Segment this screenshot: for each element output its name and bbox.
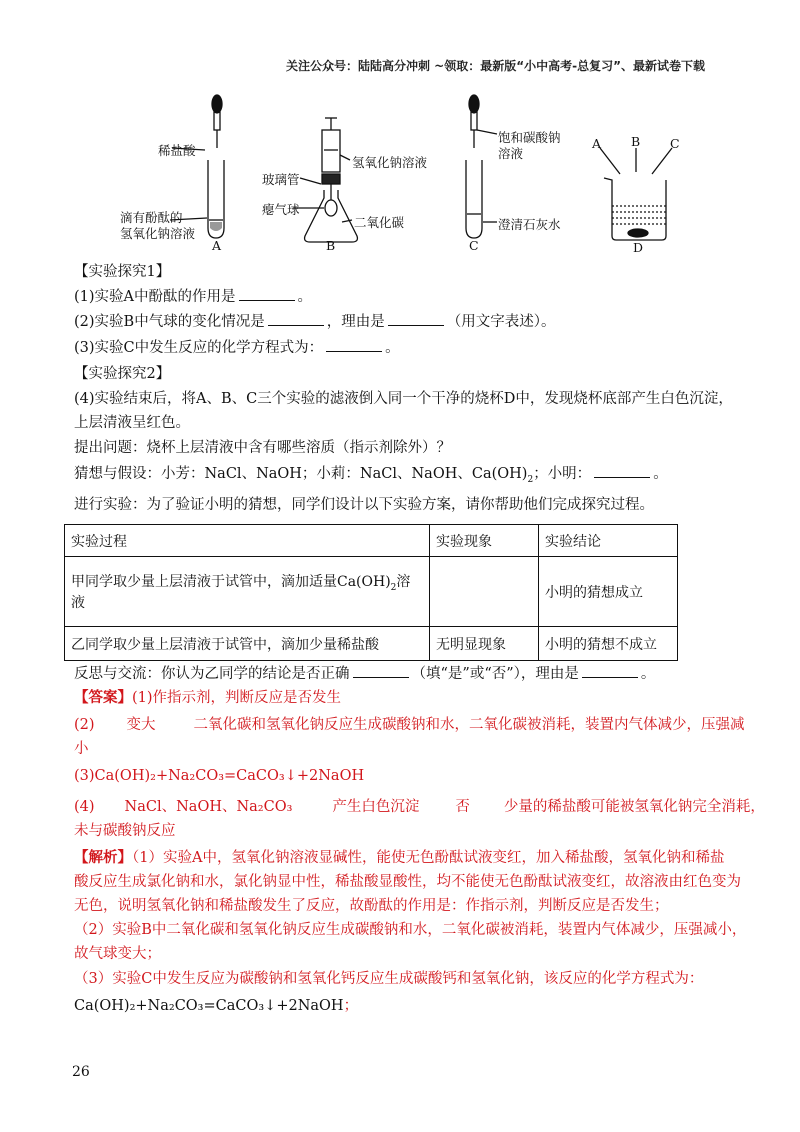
answer-3: (3)Ca(OH)₂+Na₂CO₃=CaCO₃↓+2NaOH [74, 768, 365, 784]
table-header: 实验过程 [65, 525, 430, 557]
table-cell: 乙同学取少量上层清液于试管中，滴加少量稀盐酸 [65, 627, 430, 661]
page-number: 26 [72, 1064, 90, 1080]
syringe-flask-b-icon [305, 118, 358, 242]
answer-2-cont: 小 [74, 741, 89, 757]
answer-blank[interactable] [326, 337, 382, 352]
label-co2: 二氧化碳 [354, 215, 405, 230]
answer-2: (2) 变大 二氧化碳和氢氧化钠反应生成碳酸钠和水，二氧化碳被消耗，装置内气体减少，压强减 [74, 717, 745, 733]
question-1: (1)实验A中酚酞的作用是 。 [74, 285, 312, 309]
raise-question: 提出问题：烧杯上层清液中含有哪些溶质（指示剂除外）？ [74, 440, 451, 456]
experiment-table [64, 524, 678, 661]
section-1-title: 【实验探究1】 [74, 264, 171, 280]
page-header: 关注公众号：陆陆高分冲刺 ~领取：最新版“小中高考-总复习”、最新试卷下载 [286, 59, 705, 73]
dropper-c-icon [469, 95, 479, 148]
dropper-a-icon [212, 95, 222, 148]
table-cell: 小明的猜想不成立 [539, 627, 678, 661]
label-a-content-1: 滴有酚酞的 [120, 210, 183, 225]
table-row [65, 557, 678, 627]
label-balloon: 瘪气球 [262, 202, 300, 217]
question-3: (3)实验C中发生反应的化学方程式为： 。 [74, 336, 400, 360]
answer-blank[interactable] [239, 286, 295, 301]
answer-blank[interactable] [582, 663, 638, 678]
table-header-row [65, 525, 678, 557]
label-limewater: 澄清石灰水 [498, 217, 561, 232]
label-na2co3-1: 饱和碳酸钠 [498, 130, 561, 145]
table-cell[interactable] [430, 557, 539, 627]
table-header: 实验现象 [430, 525, 539, 557]
analysis-6: （3）实验C中发生反应为碳酸钠和氢氧化钙反应生成碳酸钙和氢氧化钠，该反应的化学方程式为： [74, 971, 704, 987]
label-d-c: C [670, 136, 680, 151]
answer-blank[interactable] [353, 663, 409, 678]
table-row [65, 627, 678, 661]
label-dilute-hcl: 稀盐酸 [158, 143, 196, 158]
answer-blank[interactable] [388, 311, 444, 326]
answer-1: 【答案】(1)作指示剂，判断反应是否发生 [74, 689, 342, 706]
beaker-d-icon [600, 148, 672, 240]
table-cell: 小明的猜想成立 [539, 557, 678, 627]
experiment-intro: 进行实验：为了验证小明的猜想，同学们设计以下实验方案，请你帮助他们完成探究过程。 [74, 497, 654, 513]
analysis-7: Ca(OH)₂+Na₂CO₃=CaCO₃↓+2NaOH； [74, 998, 359, 1014]
label-naoh-solution: 氢氧化钠溶液 [352, 155, 428, 170]
label-d-a: A [592, 136, 602, 151]
analysis-2: 酸反应生成氯化钠和水，氯化钠显中性，稀盐酸显酸性，均不能使无色酚酞试液变红，故溶液由红色变为 [74, 874, 741, 890]
section-2-title: 【实验探究2】 [74, 366, 171, 382]
hypothesis: 猜想与假设：小芳：NaCl、NaOH；小莉：NaCl、NaOH、$Ca(OH)_2$；小明： 。 [74, 462, 668, 492]
question-4-line-1: (4)实验结束后，将A、B、C三个实验的滤液倒入同一个干净的烧杯D中，发现烧杯底部产生白色沉淀， [74, 391, 733, 407]
table-header: 实验结论 [539, 525, 678, 557]
label-d: D [633, 240, 644, 255]
question-4-line-2: 上层清液呈红色。 [74, 415, 190, 431]
label-d-b: B [631, 134, 641, 149]
question-2: (2)实验B中气球的变化情况是 ，理由是 （用文字表述）。 [74, 310, 555, 334]
answer-blank[interactable] [594, 463, 650, 478]
analysis-1: 【解析】（1）实验A中，氢氧化钠溶液显碱性，能使无色酚酞试液变红，加入稀盐酸，氢氧化钠和稀盐 [74, 849, 725, 866]
label-a: A [212, 238, 222, 253]
label-b: B [326, 238, 336, 253]
test-tube-c-icon [466, 160, 482, 238]
label-c: C [469, 238, 479, 253]
label-glass-tube: 玻璃管 [262, 172, 300, 187]
answer-4-cont: 未与碳酸钠反应 [74, 823, 176, 839]
answer-blank[interactable] [268, 311, 324, 326]
analysis-4: （2）实验B中二氧化碳和氢氧化钠反应生成碳酸钠和水，二氧化碳被消耗，装置内气体减少，压强减小， [74, 922, 747, 938]
test-tube-a-icon [208, 160, 224, 238]
label-a-content-2: 氢氧化钠溶液 [120, 226, 196, 241]
analysis-3: 无色，说明氢氧化钠和稀盐酸发生了反应，故酚酞的作用是：作指示剂，判断反应是否发生； [74, 898, 669, 914]
analysis-5: 故气球变大； [74, 946, 161, 962]
reflection: 反思与交流：你认为乙同学的结论是否正确 （填“是”或“否”），理由是 。 [74, 662, 655, 686]
label-na2co3-2: 溶液 [498, 146, 524, 161]
answer-4: (4) NaCl、NaOH、Na₂CO₃ 产生白色沉淀 否 少量的稀盐酸可能被氢氧化钠完全消耗， [74, 799, 765, 815]
table-cell: 无明显现象 [430, 627, 539, 661]
table-cell: 甲同学取少量上层清液于试管中，滴加适量$Ca(OH)_2$溶 液 [65, 557, 430, 627]
